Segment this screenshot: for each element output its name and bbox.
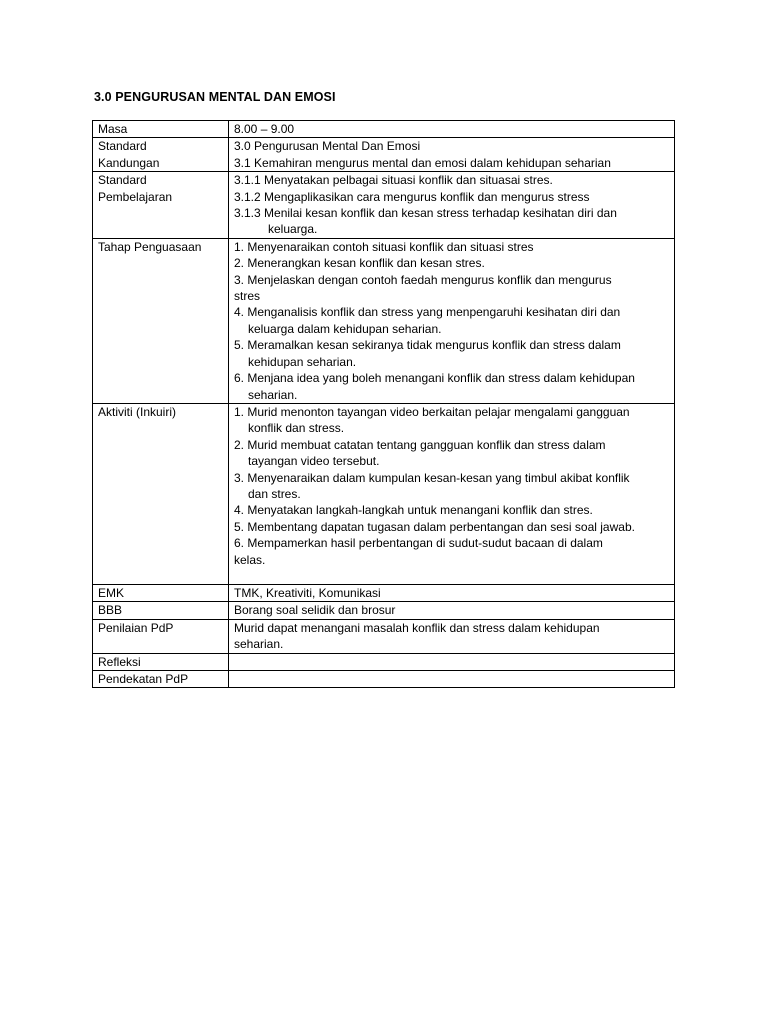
row-value: 3.1.1 Menyatakan pelbagai situasi konflik dan situasai stres. 3.1.2 Mengaplikasikan cara mengurus konflik dan mengurus stress 3.1.3 Menilai kesan konflik dan kesan stress terhadap kesihatan diri dan keluarga. bbox=[229, 172, 675, 239]
row-label: Standard Kandungan bbox=[93, 138, 229, 172]
row-label: BBB bbox=[93, 602, 229, 619]
table-row-tahap-penguasaan bbox=[93, 238, 675, 403]
table-row-standard-kandungan bbox=[93, 138, 675, 172]
row-value: 3.0 Pengurusan Mental Dan Emosi 3.1 Kemahiran mengurus mental dan emosi dalam kehidupan seharian bbox=[229, 138, 675, 172]
row-label: Pendekatan PdP bbox=[93, 671, 229, 688]
row-label: Penilaian PdP bbox=[93, 619, 229, 653]
table-row-masa bbox=[93, 121, 675, 138]
row-value: 1. Murid menonton tayangan video berkaitan pelajar mengalami gangguan konflik dan stress. 2. Murid membuat catatan tentang gangguan konflik dan stress dalam tayangan video tersebut. 3. Menyenaraikan dalam kumpulan kesan-kesan yang timbul akibat konflik dan stres. 4. Menyatakan langkah-langkah untuk menangani konflik dan stres. 5. Membentang dapatan tugasan dalam perbentangan dan sesi soal jawab. 6. Mempamerkan hasil perbentangan di sudut-sudut bacaan di dalam kelas. bbox=[229, 403, 675, 584]
row-value bbox=[229, 671, 675, 688]
row-label: EMK bbox=[93, 584, 229, 601]
table-row-aktiviti bbox=[93, 403, 675, 584]
row-value: Borang soal selidik dan brosur bbox=[229, 602, 675, 619]
document-title: 3.0 PENGURUSAN MENTAL DAN EMOSI bbox=[94, 90, 336, 104]
table-row-standard-pembelajaran bbox=[93, 172, 675, 239]
table-row-bbb bbox=[93, 602, 675, 619]
row-value: TMK, Kreativiti, Komunikasi bbox=[229, 584, 675, 601]
row-label: Masa bbox=[93, 121, 229, 138]
row-label: Aktiviti (Inkuiri) bbox=[93, 403, 229, 584]
row-value: 8.00 – 9.00 bbox=[229, 121, 675, 138]
row-value: Murid dapat menangani masalah konflik dan stress dalam kehidupan seharian. bbox=[229, 619, 675, 653]
lesson-plan-table bbox=[92, 120, 675, 688]
row-label: Standard Pembelajaran bbox=[93, 172, 229, 239]
table-row-refleksi bbox=[93, 653, 675, 670]
row-label: Refleksi bbox=[93, 653, 229, 670]
table-row-penilaian bbox=[93, 619, 675, 653]
table-row-emk bbox=[93, 584, 675, 601]
table-row-pendekatan bbox=[93, 671, 675, 688]
row-value: 1. Menyenaraikan contoh situasi konflik dan situasi stres 2. Menerangkan kesan konflik dan kesan stres. 3. Menjelaskan dengan contoh faedah mengurus konflik dan mengurus stres 4. Menganalisis konflik dan stress yang menpengaruhi kesihatan diri dan keluarga dalam kehidupan seharian. 5. Meramalkan kesan sekiranya tidak mengurus konflik dan stress dalam kehidupan seharian. 6. Menjana idea yang boleh menangani konflik dan stress dalam kehidupan seharian. bbox=[229, 238, 675, 403]
row-value bbox=[229, 653, 675, 670]
row-label: Tahap Penguasaan bbox=[93, 238, 229, 403]
